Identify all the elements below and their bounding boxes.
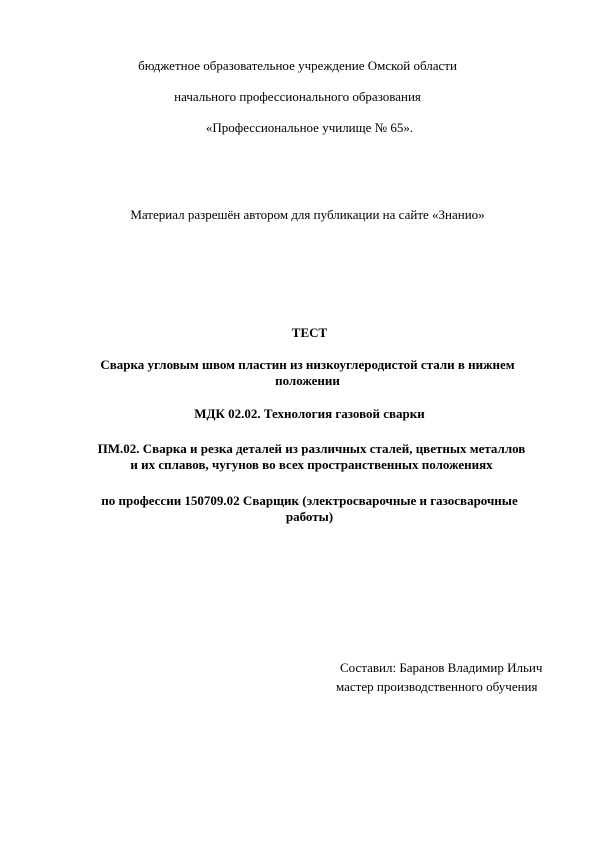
publication-permission: Материал разрешён автором для публикации на сайте «Знанио»: [130, 207, 485, 222]
topic-line-2: положении: [275, 373, 340, 388]
institution-line-2: начального профессионального образования: [174, 89, 421, 104]
mdk-line: МДК 02.02. Технология газовой сварки: [194, 406, 425, 421]
document-title: ТЕСТ: [291, 325, 328, 340]
profession-line-2: работы): [285, 509, 334, 524]
topic-line-1: Сварка угловым швом пластин из низкоуглеродистой стали в нижнем: [100, 357, 515, 372]
author-position: мастер производственного обучения: [336, 679, 538, 694]
author-name: Составил: Баранов Владимир Ильич: [340, 660, 543, 675]
institution-line-1: бюджетное образовательное учреждение Омской области: [138, 58, 457, 73]
profession-line-1: по профессии 150709.02 Сварщик (электросварочные и газосварочные: [101, 493, 518, 508]
institution-line-3: «Профессиональное училище № 65».: [205, 120, 414, 135]
pm-line-2: и их сплавов, чугунов во всех пространственных положениях: [130, 457, 493, 472]
pm-line-1: ПМ.02. Сварка и резка деталей из различных сталей, цветных металлов: [97, 441, 526, 456]
